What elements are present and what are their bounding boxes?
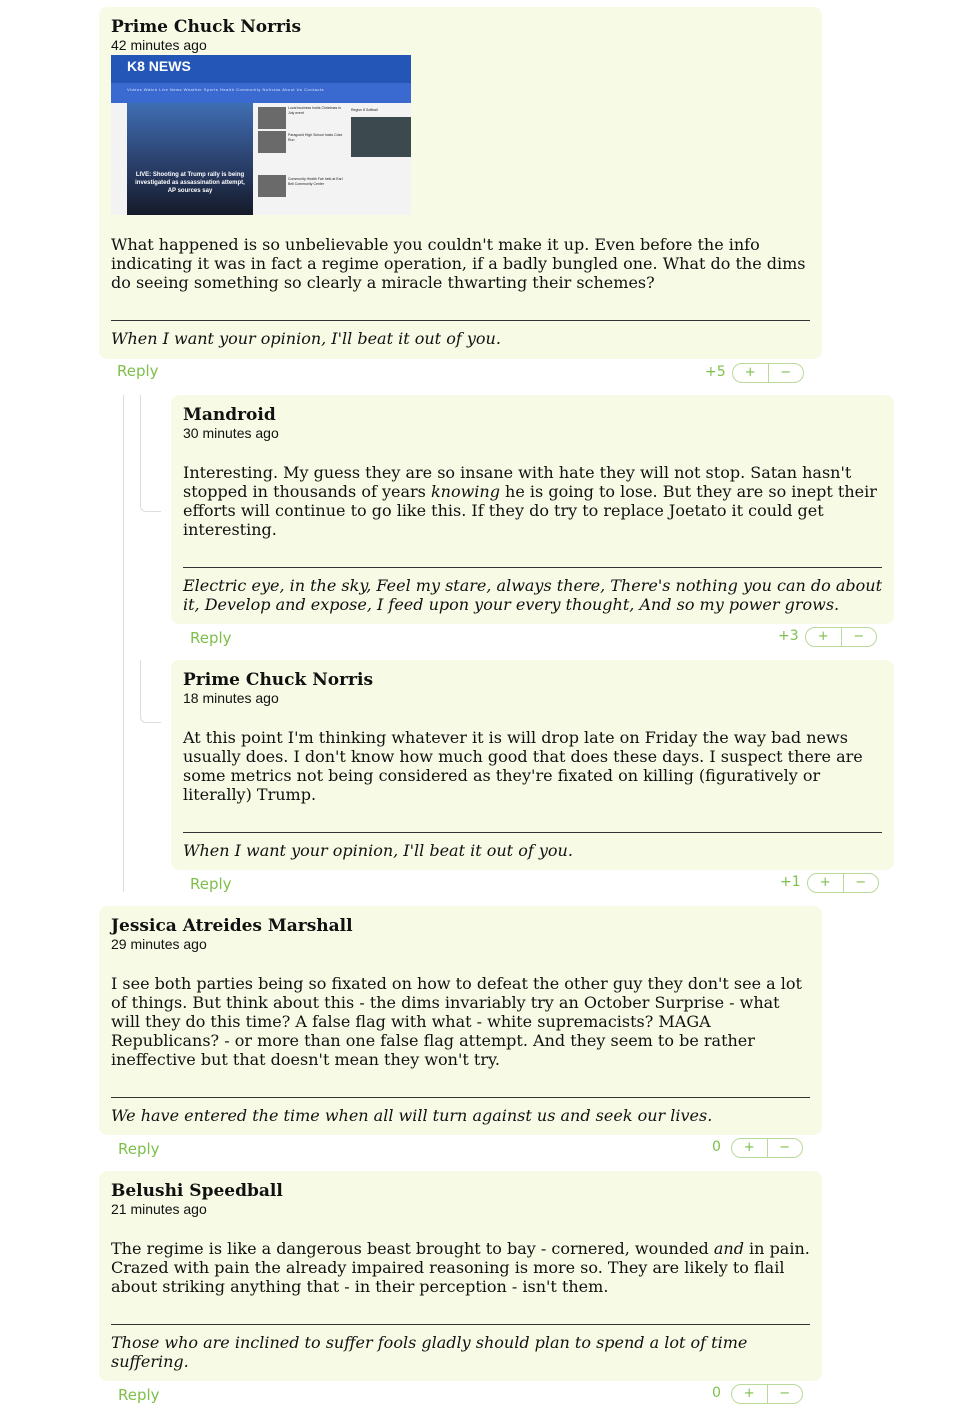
signature-divider (183, 832, 882, 833)
downvote-button[interactable]: − (767, 1385, 803, 1403)
comment-timestamp[interactable]: 42 minutes ago (111, 37, 207, 53)
comment-body-emphasis: and (713, 1239, 744, 1258)
vote-control (732, 363, 804, 383)
comment-body-text: The regime is like a dangerous beast brought to bay - cornered, wounded (111, 1239, 714, 1258)
comment-card (171, 660, 894, 870)
reply-button[interactable]: Reply (117, 362, 159, 380)
news-nav-bar (111, 83, 411, 103)
news-logo: K8 NEWS (127, 58, 191, 74)
news-item: Paragould High School hosts Color Run (288, 133, 343, 142)
signature-divider (111, 320, 810, 321)
comment-card (99, 7, 822, 359)
news-map-title: Region 8 Softball (351, 108, 378, 112)
comment-card (99, 1171, 822, 1381)
upvote-button[interactable]: + (743, 1140, 755, 1155)
comment-timestamp[interactable]: 18 minutes ago (183, 690, 279, 706)
news-thumb (258, 175, 286, 197)
comment-body: What happened is so unbelievable you couldn't make it up. Even before the info indicating it was in fact a regime operation, if a badly bungled one. What do the dims do seeing something so clearly a miracle thwarting their schemes? (111, 235, 806, 292)
comment-timestamp[interactable]: 21 minutes ago (111, 1201, 207, 1217)
downvote-button[interactable]: − (768, 364, 804, 382)
comment-card (99, 906, 822, 1135)
downvote-button[interactable]: − (841, 628, 877, 646)
comment-signature: Those who are inclined to suffer fools gladly should plan to spend a lot of time suffering. (111, 1333, 748, 1371)
comment-timestamp[interactable]: 30 minutes ago (183, 425, 279, 441)
vote-control (805, 627, 877, 647)
reply-button[interactable]: Reply (190, 875, 232, 893)
vote-score: 0 (712, 1139, 721, 1155)
comment-body (183, 463, 882, 539)
thread-connector (140, 395, 161, 512)
signature-divider (111, 1324, 810, 1325)
news-item: Local business holds Christmas in July event (288, 106, 341, 115)
upvote-button[interactable]: + (819, 875, 831, 890)
thread-connector (140, 660, 161, 723)
reply-button[interactable]: Reply (118, 1140, 160, 1158)
reply-button[interactable]: Reply (118, 1386, 160, 1404)
comment-card (171, 395, 894, 624)
comment-body-text: in pain. Crazed with pain the already impaired reasoning is more so. They are likely to flail about striking anything that - in their perception - isn't them. (111, 1239, 810, 1296)
vote-control (731, 1138, 803, 1158)
comment-signature: When I want your opinion, I'll beat it out of you. (183, 841, 573, 860)
news-hero-image (127, 103, 253, 215)
upvote-button[interactable]: + (744, 365, 756, 380)
embedded-news-image[interactable] (111, 55, 411, 215)
upvote-button[interactable]: + (817, 629, 829, 644)
vote-control (731, 1384, 803, 1404)
comment-body (111, 1239, 810, 1296)
comment-author[interactable]: Prime Chuck Norris (183, 670, 374, 690)
news-item: Community Health Fair held at Earl Bell Community Center (288, 177, 343, 186)
comment-signature: Electric eye, in the sky, Feel my stare, always there, There's nothing you can do about it, Develop and expose, I feed upon your every thought, And so my power grows. (183, 576, 882, 614)
upvote-button[interactable]: + (743, 1386, 755, 1401)
comment-body-text: Interesting. My guess they are so insane with hate they will not stop. Satan hasn't stopped in thousands of years (183, 463, 852, 501)
vote-score: 0 (712, 1385, 721, 1401)
news-weather-map (351, 117, 411, 157)
comment-body-emphasis: knowing (430, 482, 500, 501)
comment-author[interactable]: Prime Chuck Norris (111, 17, 302, 37)
comment-author[interactable]: Jessica Atreides Marshall (111, 916, 353, 936)
vote-score: +1 (780, 874, 801, 890)
comment-body: I see both parties being so fixated on how to defeat the other guy they don't see a lot of things. But think about this - the dims invariably try an October Surprise - what will they do this time? A false flag with what - white supremacists? MAGA Republicans? - or more than one false flag attempt. And they seem to be rather ineffective but that doesn't mean they won't try. (111, 974, 802, 1069)
comment-timestamp[interactable]: 29 minutes ago (111, 936, 207, 952)
news-thumb (258, 131, 286, 153)
comment-signature: We have entered the time when all will turn against us and seek our lives. (111, 1106, 713, 1125)
vote-control (807, 873, 879, 893)
vote-score: +5 (705, 364, 726, 380)
signature-divider (111, 1097, 810, 1098)
comment-body-text: he is going to lose. But they are so inept their efforts will continue to go like this. If they do try to replace Joetato it could get interesting. (183, 482, 877, 539)
reply-button[interactable]: Reply (190, 629, 232, 647)
comment-author[interactable]: Mandroid (183, 405, 276, 425)
news-thumb (258, 107, 286, 129)
comment-signature: When I want your opinion, I'll beat it out of you. (111, 329, 501, 348)
thread-line (123, 395, 124, 892)
comment-author[interactable]: Belushi Speedball (111, 1181, 283, 1201)
vote-score: +3 (778, 628, 799, 644)
downvote-button[interactable]: − (843, 874, 879, 892)
signature-divider (183, 567, 882, 568)
news-headline: LIVE: Shooting at Trump rally is being investigated as assassination attempt, AP sources say (135, 172, 245, 194)
downvote-button[interactable]: − (767, 1139, 803, 1157)
news-nav-text: Videos Watch Live News Weather Sports Health Community Noticias About Us Contacts (127, 87, 324, 92)
comment-body: At this point I'm thinking whatever it is will drop late on Friday the way bad news usually does. I don't know how much good that does these days. I suspect there are some metrics not being considered as they're fixated on killing (figuratively or literally) Trump. (183, 728, 863, 804)
